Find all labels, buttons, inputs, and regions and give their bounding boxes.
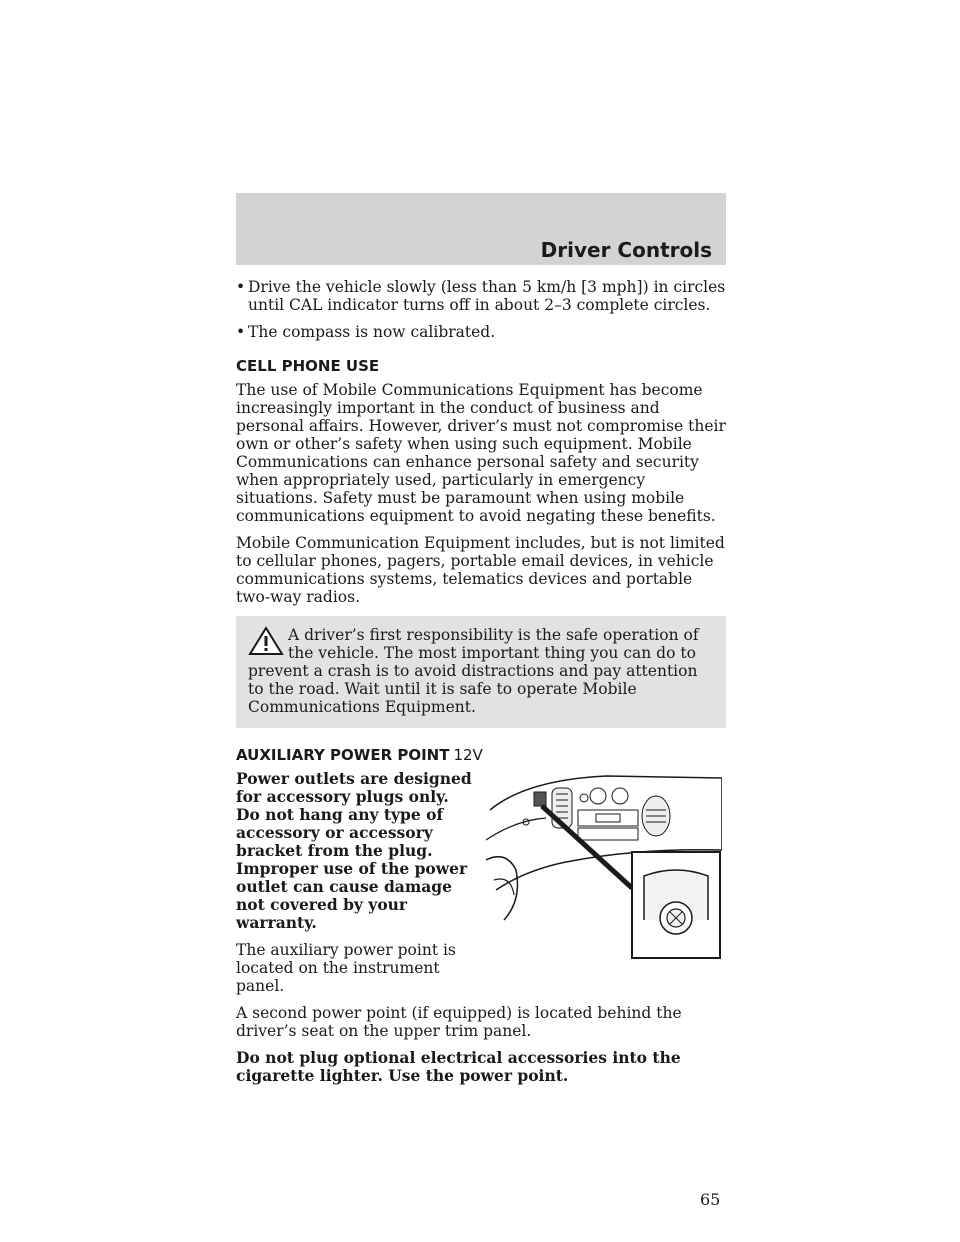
aux-power-section — [236, 770, 726, 1085]
second-power-point-paragraph: A second power point (if equipped) is located behind the driver’s seat on the upper trim panel. — [236, 1004, 682, 1040]
bullet-dot-icon: • — [236, 278, 246, 296]
bullet-dot-icon: • — [236, 323, 246, 341]
bullet-item: • Drive the vehicle slowly (less than 5 km/h [3 mph]) in circles until CAL indicator turns off in about 2–3 complete circles. — [236, 278, 726, 314]
cell-phone-paragraph-1: The use of Mobile Communications Equipment has become increasingly important in the conduct of business and personal affairs. However, driver’s must not compromise their own or other’s safety when using such equipment. Mobile Communications can enhance personal safety and security when appropriately used, particularly in emergency situations. Safety must be paramount when using mobile communications equipment to avoid negating these benefits. — [236, 381, 726, 525]
aux-power-heading-suffix: 12V — [453, 746, 483, 764]
power-point-illustration-icon — [486, 770, 722, 960]
section-header-band — [236, 193, 726, 265]
section-title: Driver Controls — [540, 238, 712, 262]
warning-box — [236, 616, 726, 728]
page-number: 65 — [700, 1190, 721, 1209]
aux-power-location-paragraph: The auxiliary power point is located on the instrument panel. — [236, 941, 456, 995]
page-content — [236, 278, 726, 1094]
cigarette-lighter-caution: Do not plug optional electrical accessories into the cigarette lighter. Use the power point. — [236, 1048, 681, 1085]
bullet-item: • The compass is now calibrated. — [236, 323, 496, 341]
cell-phone-paragraph-2: Mobile Communication Equipment includes, but is not limited to cellular phones, pagers, portable email devices, in vehicle communications systems, telematics devices and portable two-way radios. — [236, 534, 725, 606]
warning-text: A driver’s first responsibility is the safe operation of the vehicle. The most important thing you can do to prevent a crash is to avoid distractions and pay attention to the road. Wait until it is safe to operate Mobile Communications Equipment. — [248, 626, 699, 716]
power-outlet-caution: Power outlets are designed for accessory plugs only. Do not hang any type of accessory or accessory bracket from the plug. Improper use of the power outlet can cause damage not covered by your warranty. — [236, 769, 472, 932]
warning-triangle-icon — [248, 626, 284, 656]
aux-power-heading: AUXILIARY POWER POINT 12V — [236, 746, 483, 764]
cell-phone-heading: CELL PHONE USE — [236, 357, 380, 375]
